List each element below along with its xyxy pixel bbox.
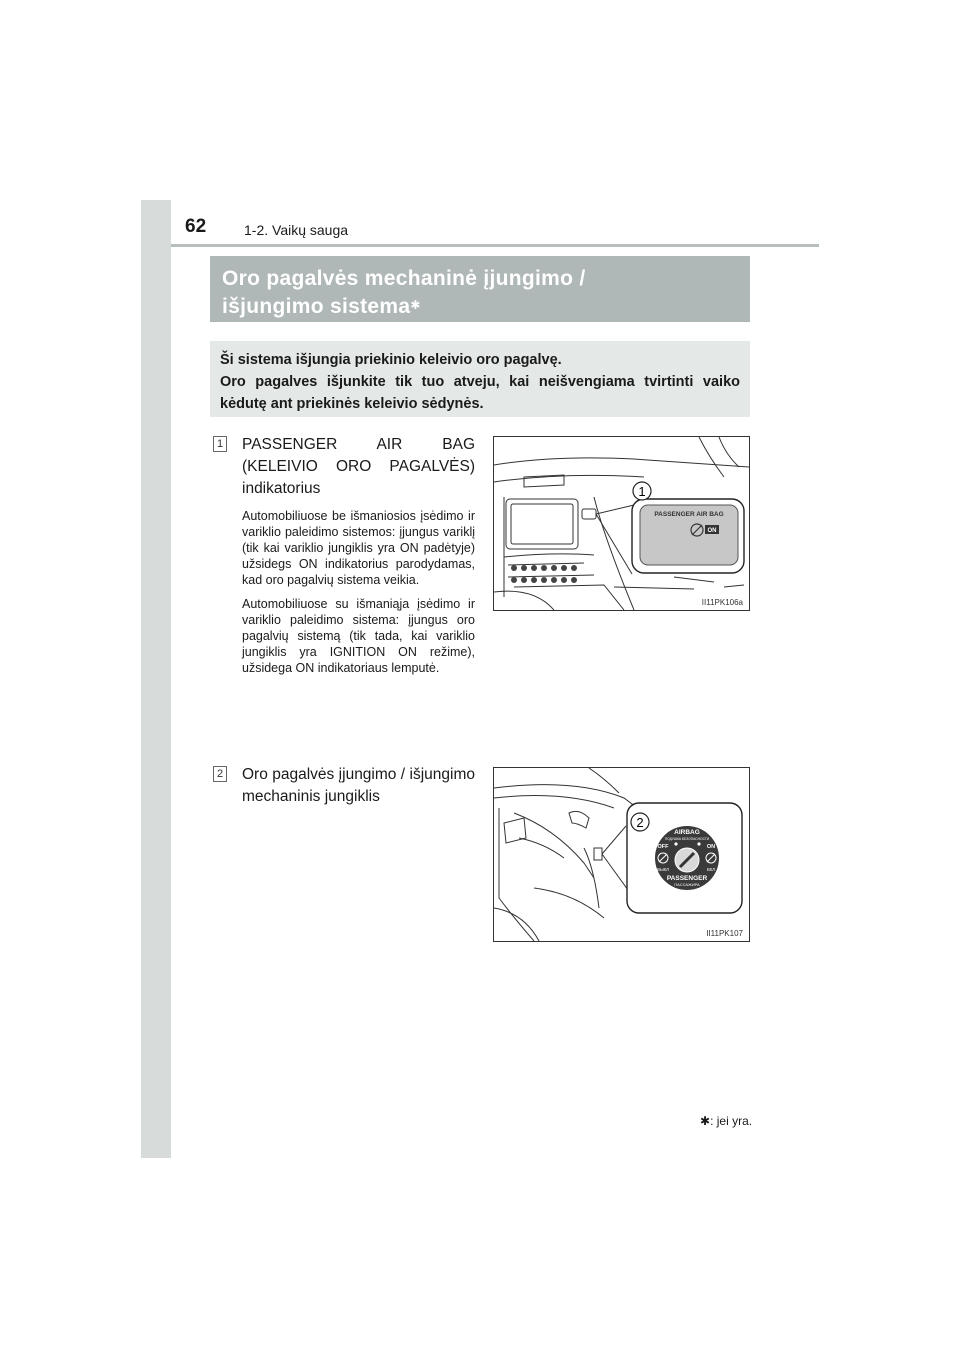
section-title-line2: išjungimo sistema xyxy=(222,295,411,318)
switch-top-label-ru: ПОДУШКА БЕЗОПАСНОСТИ xyxy=(664,837,710,841)
figure1-callout: 1 xyxy=(638,484,646,499)
intro-line2: Oro pagalves išjunkite tik tuo atveju, kai neišvengiama tvirtinti vaiko kėdutę ant priekinės keleivio sėdynės. xyxy=(220,374,740,412)
glovebox-illustration xyxy=(494,768,749,941)
footnote-marker: ✱ xyxy=(700,1114,711,1128)
item-title-2: Oro pagalvės įjungimo / išjungimo mechaninis jungiklis xyxy=(242,766,475,805)
switch-on-label-ru: ВКЛ xyxy=(707,867,715,872)
header-rule xyxy=(171,244,819,247)
section-title xyxy=(210,256,750,322)
page-number: 62 xyxy=(185,216,207,237)
section-title-line1: Oro pagalvės mechaninė įjungimo / xyxy=(222,267,586,290)
optional-marker: ✱ xyxy=(410,298,421,312)
intro-line1: Ši sistema išjungia priekinio keleivio oro pagalvę. xyxy=(220,352,562,368)
figure2-callout: 2 xyxy=(636,815,644,830)
item-number-2: 2 xyxy=(213,766,227,782)
switch-off-label-ru: ВЫКЛ xyxy=(657,867,669,872)
figure-airbag-switch xyxy=(493,767,750,942)
figure2-code: II11PK107 xyxy=(706,929,743,938)
breadcrumb: 1-2. Vaikų sauga xyxy=(244,222,349,238)
dashboard-illustration xyxy=(494,437,749,610)
switch-off-label: OFF xyxy=(657,844,669,850)
footnote-text: : jei yra. xyxy=(710,1114,753,1128)
list-item-1 xyxy=(213,434,475,676)
item-desc-1b: Automobiliuose su išmaniąja įsėdimo ir variklio paleidimo sistema: įjungus oro pagalvių sistemą (tik tada, kai variklio jungiklis yra IGNITION ON režime), užsidega ON indikatoriaus lemputė. xyxy=(242,597,475,675)
side-strip xyxy=(141,200,171,1158)
footnote xyxy=(700,1114,752,1128)
item-number-1: 1 xyxy=(213,436,227,452)
list-item-2 xyxy=(213,764,475,808)
item-desc-1a: Automobiliuose be išmaniosios įsėdimo ir variklio paleidimo sistemos: įjungus variklį (tik kai variklio jungiklis yra ON padėtyje) užsidegs ON indikatorius parodydamas, kad oro pagalvių sistema veikia. xyxy=(242,509,475,587)
intro-box xyxy=(210,341,750,417)
switch-bottom-label: PASSENGER xyxy=(666,875,708,882)
panel-label: PASSENGER AIR BAG xyxy=(654,511,724,518)
on-indicator-label: ON xyxy=(707,528,717,534)
figure1-code: II11PK106a xyxy=(701,598,743,607)
item-title-1: PASSENGER AIR BAG (KELEIVIO ORO PAGALVĖS) indikatorius xyxy=(242,436,475,497)
switch-top-label: AIRBAG xyxy=(674,829,700,836)
switch-bottom-label-ru: ПАССАЖИРА xyxy=(674,882,700,887)
figure-dashboard-indicator xyxy=(493,436,750,611)
switch-on-label: ON xyxy=(706,844,716,850)
